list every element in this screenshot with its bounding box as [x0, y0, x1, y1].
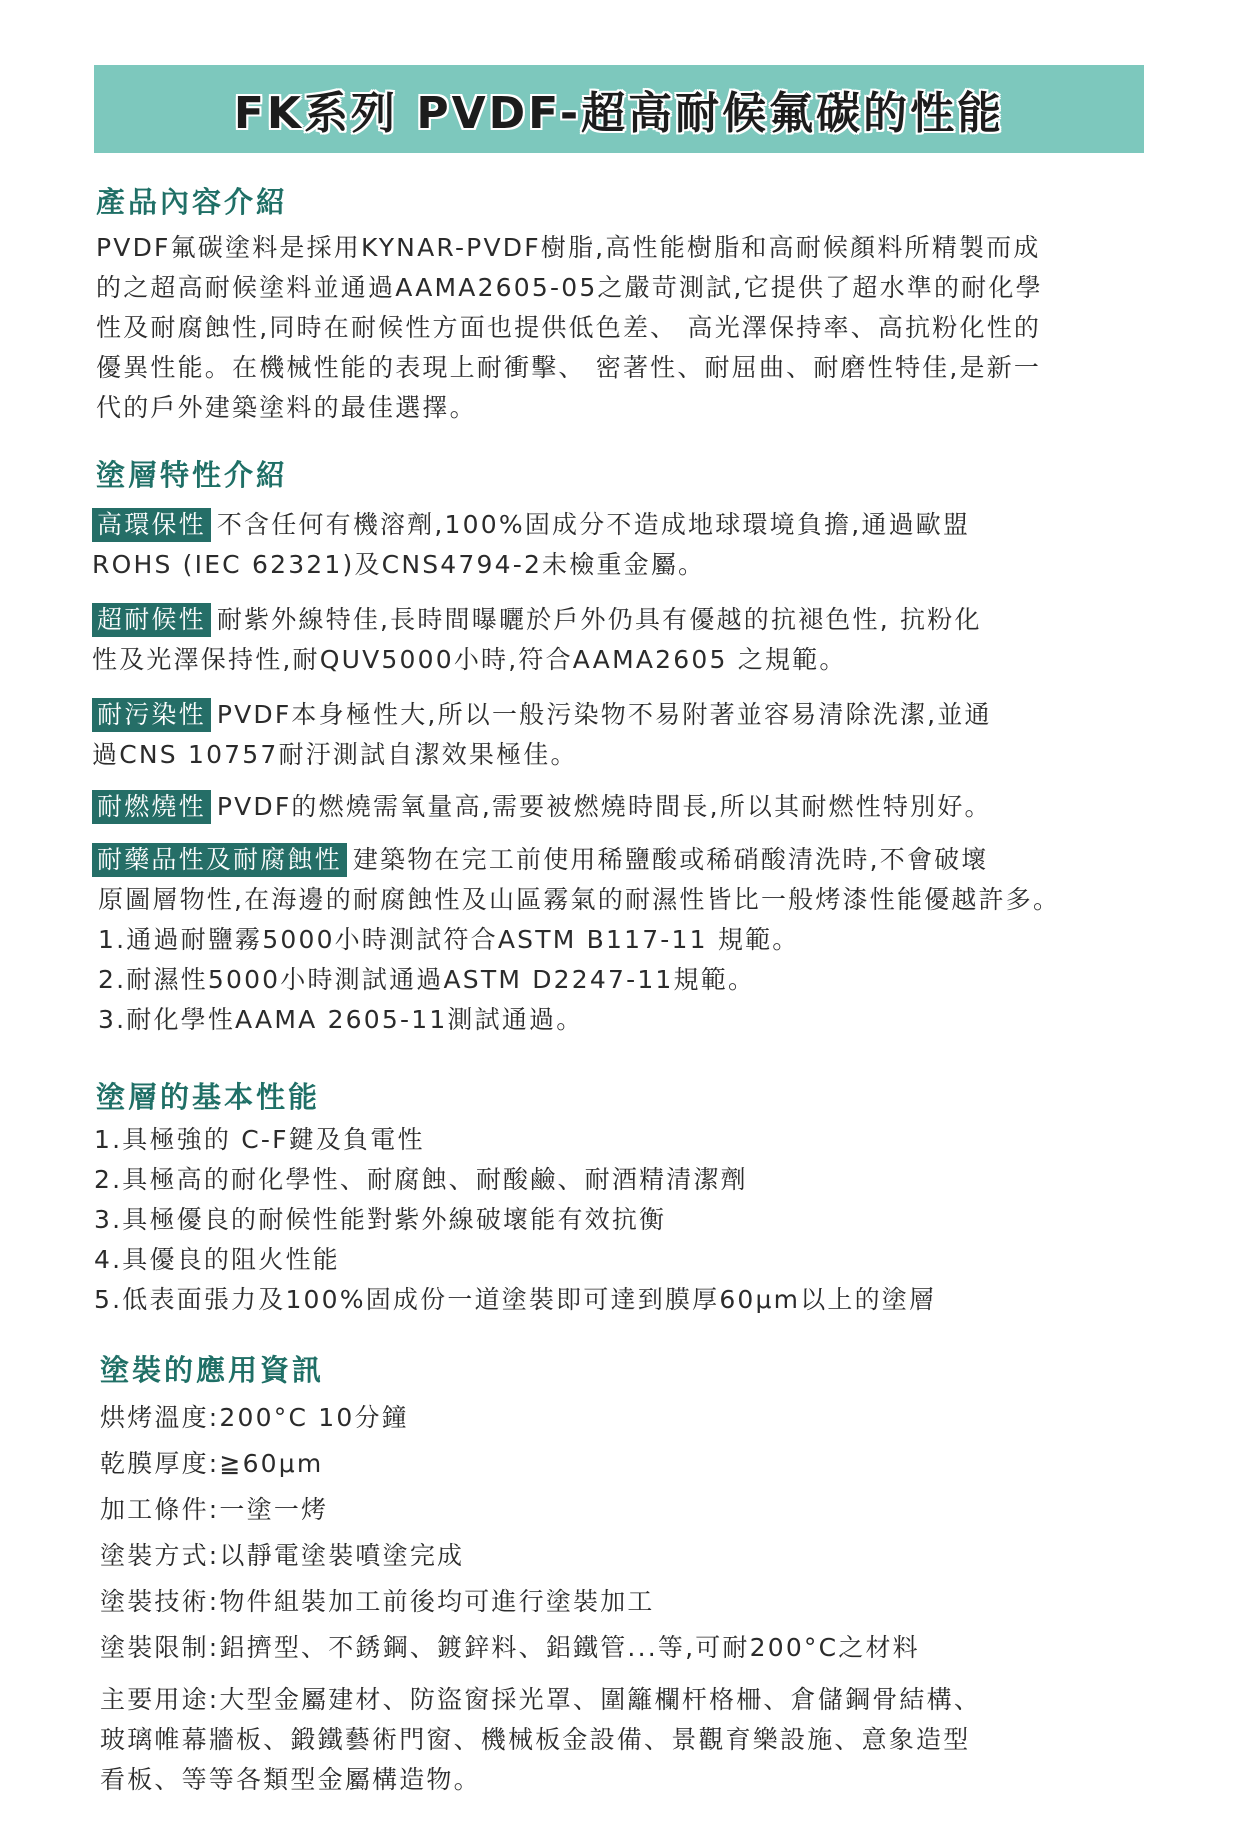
application-list — [100, 1395, 920, 1671]
feature-text: 不含任何有機溶劑,100%固成分不造成地球環境負擔,通過歐盟 — [216, 510, 971, 539]
list-item: 烘烤溫度:200°C 10分鐘 — [100, 1403, 409, 1432]
feature-item-stain — [92, 695, 992, 775]
usage-line: 看板、等等各類型金屬構造物。 — [100, 1765, 481, 1794]
basic-list — [94, 1120, 936, 1320]
intro-line: PVDF氟碳塗料是採用KYNAR-PVDF樹脂,高性能樹脂和高耐候顏料所精製而成 — [96, 233, 1041, 262]
usage-paragraph — [100, 1680, 981, 1800]
list-item: 塗裝方式:以靜電塗裝噴塗完成 — [100, 1541, 465, 1570]
list-item: 塗裝限制:鋁擠型、不銹鋼、鍍鋅料、鋁鐵管...等,可耐200°C之材料 — [100, 1633, 920, 1662]
feature-text: 過CNS 10757耐汙測試自潔效果極佳。 — [92, 740, 578, 769]
feature-text: 3.耐化學性AAMA 2605-11測試通過。 — [98, 1005, 584, 1034]
list-item: 1.具極強的 C-F鍵及負電性 — [94, 1125, 425, 1154]
intro-line: 代的戶外建築塗料的最佳選擇。 — [96, 393, 477, 422]
feature-text: ROHS (IEC 62321)及CNS4794-2未檢重金屬。 — [92, 550, 706, 579]
feature-item-weather — [92, 600, 982, 680]
intro-paragraph — [96, 228, 1043, 428]
list-item: 乾膜厚度:≧60μm — [100, 1449, 324, 1478]
feature-text: 1.通過耐鹽霧5000小時測試符合ASTM B117-11 規範。 — [98, 925, 800, 954]
feature-text: PVDF本身極性大,所以一般污染物不易附著並容易清除洗潔,並通 — [216, 700, 992, 729]
features-heading: 塗層特性介紹 — [96, 458, 289, 492]
feature-item-chemical — [92, 840, 1060, 1040]
list-item: 4.具優良的阻火性能 — [94, 1245, 340, 1274]
feature-text: 耐紫外線特佳,長時間曝曬於戶外仍具有優越的抗褪色性, 抗粉化 — [216, 605, 982, 634]
title-banner — [94, 65, 1144, 153]
intro-line: 性及耐腐蝕性,同時在耐候性方面也提供低色差、 高光澤保持率、高抗粉化性的 — [96, 313, 1042, 342]
feature-text: 原圖層物性,在海邊的耐腐蝕性及山區霧氣的耐濕性皆比一般烤漆性能優越許多。 — [98, 885, 1061, 914]
list-item: 加工條件:一塗一烤 — [100, 1495, 329, 1524]
list-item: 塗裝技術:物件組裝加工前後均可進行塗裝加工 — [100, 1587, 655, 1616]
application-heading: 塗裝的應用資訊 — [100, 1353, 325, 1387]
feature-text: 2.耐濕性5000小時測試通過ASTM D2247-11規範。 — [98, 965, 756, 994]
usage-line: 主要用途:大型金屬建材、防盜窗採光罩、圍籬欄杆格柵、倉儲鋼骨結構、 — [100, 1685, 982, 1714]
usage-line: 玻璃帷幕牆板、鍛鐵藝術門窗、機械板金設備、景觀育樂設施、意象造型 — [100, 1725, 971, 1754]
list-item: 3.具極優良的耐候性能對紫外線破壞能有效抗衡 — [94, 1205, 667, 1234]
list-item: 5.低表面張力及100%固成份一道塗裝即可達到膜厚60μm以上的塗層 — [94, 1285, 937, 1314]
page-title: FK系列 PVDF-超高耐候氟碳的性能 — [233, 88, 1005, 139]
list-item: 2.具極高的耐化學性、耐腐蝕、耐酸鹼、耐酒精清潔劑 — [94, 1165, 748, 1194]
basic-heading: 塗層的基本性能 — [96, 1080, 321, 1114]
feature-tag: 耐污染性 — [92, 698, 211, 732]
feature-text: PVDF的燃燒需氧量高,需要被燃燒時間長,所以其耐燃性特別好。 — [216, 792, 992, 821]
intro-heading: 產品內容介紹 — [96, 185, 289, 219]
feature-tag: 耐藥品性及耐腐蝕性 — [92, 843, 347, 877]
feature-item-fire — [92, 787, 992, 827]
feature-tag: 耐燃燒性 — [92, 790, 211, 824]
feature-text: 性及光澤保持性,耐QUV5000小時,符合AAMA2605 之規範。 — [92, 645, 847, 674]
feature-item-eco — [92, 505, 970, 585]
intro-line: 的之超高耐候塗料並通過AAMA2605-05之嚴苛測試,它提供了超水準的耐化學 — [96, 273, 1043, 302]
feature-tag: 高環保性 — [92, 508, 211, 542]
intro-line: 優異性能。在機械性能的表現上耐衝擊、 密著性、耐屈曲、耐磨性特佳,是新一 — [96, 353, 1042, 382]
feature-tag: 超耐候性 — [92, 603, 211, 637]
feature-text: 建築物在完工前使用稀鹽酸或稀硝酸清洗時,不會破壞 — [352, 845, 989, 874]
